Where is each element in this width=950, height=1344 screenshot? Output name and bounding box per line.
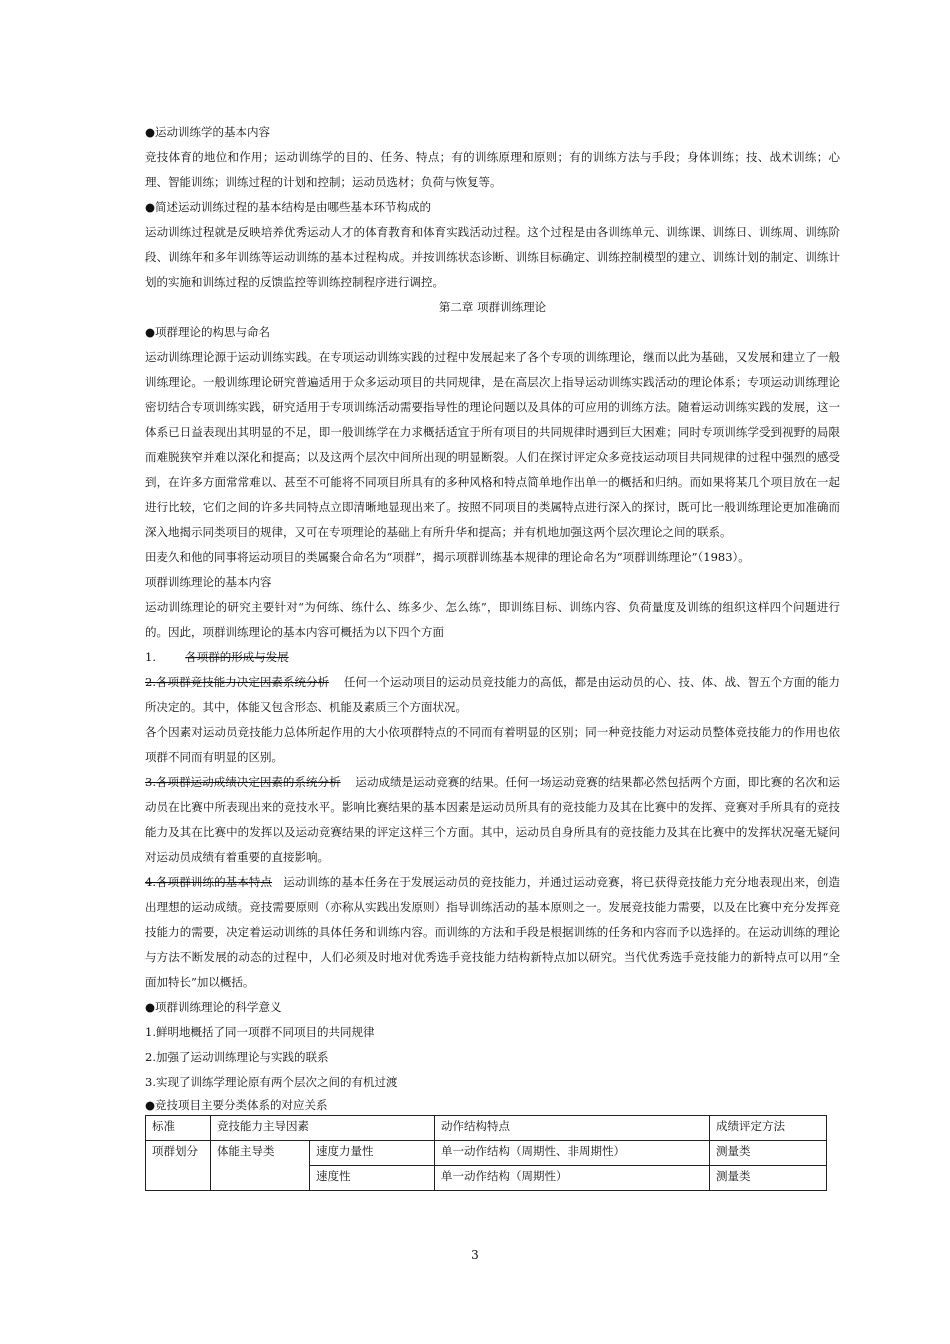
paragraph-training-structure: 运动训练过程就是反映培养优秀运动人才的体育教育和体育实践活动过程。这个过程是由各训练单元、训练课、训练日、训练周、训练阶段、训练年和多年训练等运动训练的基本过程构成。并按训练状态诊断、训练目标确定、训练控制模型的建立、训练计划的制定、训练计划的实施和训练过程的反馈监控等训练控制程序进行调控。 xyxy=(145,225,840,289)
list-item-1-text: 各项群的形成与发展 xyxy=(185,650,289,664)
list-item-1 xyxy=(145,645,840,670)
list-item-2-heading: 2.各项群竞技能力决定因素系统分析 xyxy=(145,675,330,689)
table-cell: 单一动作结构（周期性） xyxy=(435,1166,710,1191)
list-item-1-number: 1. xyxy=(145,650,156,664)
list-item-4 xyxy=(145,870,840,995)
heading-significance: ●项群训练理论的科学意义 xyxy=(145,1000,282,1014)
significance-3: 3.实现了训练学理论原有两个层次之间的有机过渡 xyxy=(145,1075,398,1089)
table-header-structure: 动作结构特点 xyxy=(435,1116,710,1141)
list-item-4-body: 运动训练的基本任务在于发展运动员的竞技能力，并通过运动竞赛，将已获得竞技能力充分地表现出来，创造出理想的运动成绩。竞技需要原则（亦称从实践出发原则）指导训练活动的基本原则之一。发展竞技能力需要，以及在比赛中充分发挥竞技能力的需要，决定着运动训练的具体任务和训练内容。而训练的方法和手段是根据训练的任务和内容而予以选择的。在运动训练的理论与方法不断发展的动态的过程中，人们必须及时地对优秀选手竞技能力结构新特点加以研究。当代优秀选手竞技能力的新特点可以用“全面加特长”加以概括。 xyxy=(145,875,840,989)
table-header-ability: 竞技能力主导因素 xyxy=(211,1116,435,1141)
significance-1: 1.鲜明地概括了同一项群不同项目的共同规律 xyxy=(145,1025,375,1039)
list-item-3-heading: 3.各项群运动成绩决定因素的系统分析 xyxy=(145,775,341,789)
heading-classification: ●竞技项目主要分类体系的对应关系 xyxy=(145,1098,328,1112)
list-item-3-body: 运动成绩是运动竞赛的结果。任何一场运动竞赛的结果都必然包括两个方面，即比赛的名次和运动员在比赛中所表现出来的竞技水平。影响比赛结果的基本因素是运动员所具有的竞技能力及其在比赛中的发挥、竞赛对手所具有的竞技能力及其在比赛中的发挥以及运动竞赛结果的评定这样三个方面。其中，运动员自身所具有的竞技能力及其在比赛中的发挥状况毫无疑问对运动员成绩有着重要的直接影响。 xyxy=(145,775,840,864)
table-cell: 速度性 xyxy=(310,1166,435,1191)
table-row xyxy=(146,1141,827,1166)
heading-theory-naming: ●项群理论的构思与命名 xyxy=(145,325,271,339)
chapter-title: 第二章 项群训练理论 xyxy=(438,300,547,314)
table-cell: 速度力量性 xyxy=(310,1141,435,1166)
heading-theory-content: 项群训练理论的基本内容 xyxy=(145,575,272,589)
paragraph-theory-origin: 运动训练理论源于运动训练实践。在专项运动训练实践的过程中发展起来了各个专项的训练理论，继而以此为基础，又发展和建立了一般训练理论。一般训练理论研究普遍适用于众多运动项目的共同规律，是在高层次上指导运动训练实践活动的理论体系；专项运动训练理论密切结合专项训练实践，研究适用于专项训练活动需要指导性的理论问题以及具体的可应用的训练方法。随着运动训练实践的发展，这一体系已日益表现出其明显的不足，即一般训练学在力求概括适宜于所有项目的共同规律时遇到巨大困难；同时专项训练学受到视野的局限而难脱狭窄并难以深化和提高；以及这两个层次中间所出现的明显断裂。人们在探讨评定众多竞技运动项目共同规律的过程中强烈的感受到，在许多方面常常难以、甚至不可能将不同项目所具有的多种风格和特点简单地作出单一的概括和归纳。而如果将某几个项目放在一起进行比较，它们之间的许多共同特点立即清晰地显现出来了。按照不同项目的类属特点进行深入的探讨，既可比一般训练理论更加准确而深入地揭示同类项目的规律，又可在专项理论的基础上有所升华和提高；并有机地加强这两个层次理论之间的联系。 xyxy=(145,350,840,539)
list-item-3 xyxy=(145,770,840,870)
table-cell: 测量类 xyxy=(710,1166,827,1191)
list-item-4-heading: 4.各项群训练的基本特点 xyxy=(145,875,273,889)
table-cell: 体能主导类 xyxy=(211,1141,310,1191)
table-cell: 测量类 xyxy=(710,1141,827,1166)
list-item-2 xyxy=(145,670,840,720)
classification-table xyxy=(145,1115,827,1191)
paragraph-basic-content: 竞技体育的地位和作用；运动训练学的目的、任务、特点；有的训练原理和原则；有的训练方法与手段；身体训练；技、战术训练；心理、智能训练；训练过程的计划和控制；运动员选材；负荷与恢复等。 xyxy=(145,150,840,189)
significance-2: 2.加强了运动训练理论与实践的联系 xyxy=(145,1050,329,1064)
table-cell: 项群划分 xyxy=(146,1141,211,1191)
list-item-2-body: 任何一个运动项目的运动员竞技能力的高低，都是由运动员的心、技、体、战、智五个方面的能力所决定的。其中，体能又包含形态、机能及素质三个方面状况。 xyxy=(145,675,840,714)
table-header-standard: 标准 xyxy=(146,1116,211,1141)
table-cell: 单一动作结构（周期性、非周期性） xyxy=(435,1141,710,1166)
document-body xyxy=(145,120,840,1191)
heading-basic-content: ●运动训练学的基本内容 xyxy=(145,125,271,139)
paragraph-theory-content: 运动训练理论的研究主要针对“为何练、练什么、练多少、怎么练”，即训练目标、训练内容、负荷量度及训练的组织这样四个问题进行的。因此，项群训练理论的基本内容可概括为以下四个方面 xyxy=(145,600,840,639)
page-number: 3 xyxy=(471,1248,479,1262)
paragraph-naming: 田麦久和他的同事将运动项目的类属聚合命名为“项群”，揭示项群训练基本规律的理论命名为“项群训练理论”（1983）。 xyxy=(145,550,750,564)
list-item-2-extra: 各个因素对运动员竞技能力总体所起作用的大小依项群特点的不同而有着明显的区别；同一种竞技能力对运动员整体竞技能力的作用也依项群不同而有明显的区别。 xyxy=(145,725,840,764)
table-header-evaluation: 成绩评定方法 xyxy=(710,1116,827,1141)
heading-training-structure: ●简述运动训练过程的基本结构是由哪些基本环节构成的 xyxy=(145,200,432,214)
table-row xyxy=(146,1116,827,1141)
